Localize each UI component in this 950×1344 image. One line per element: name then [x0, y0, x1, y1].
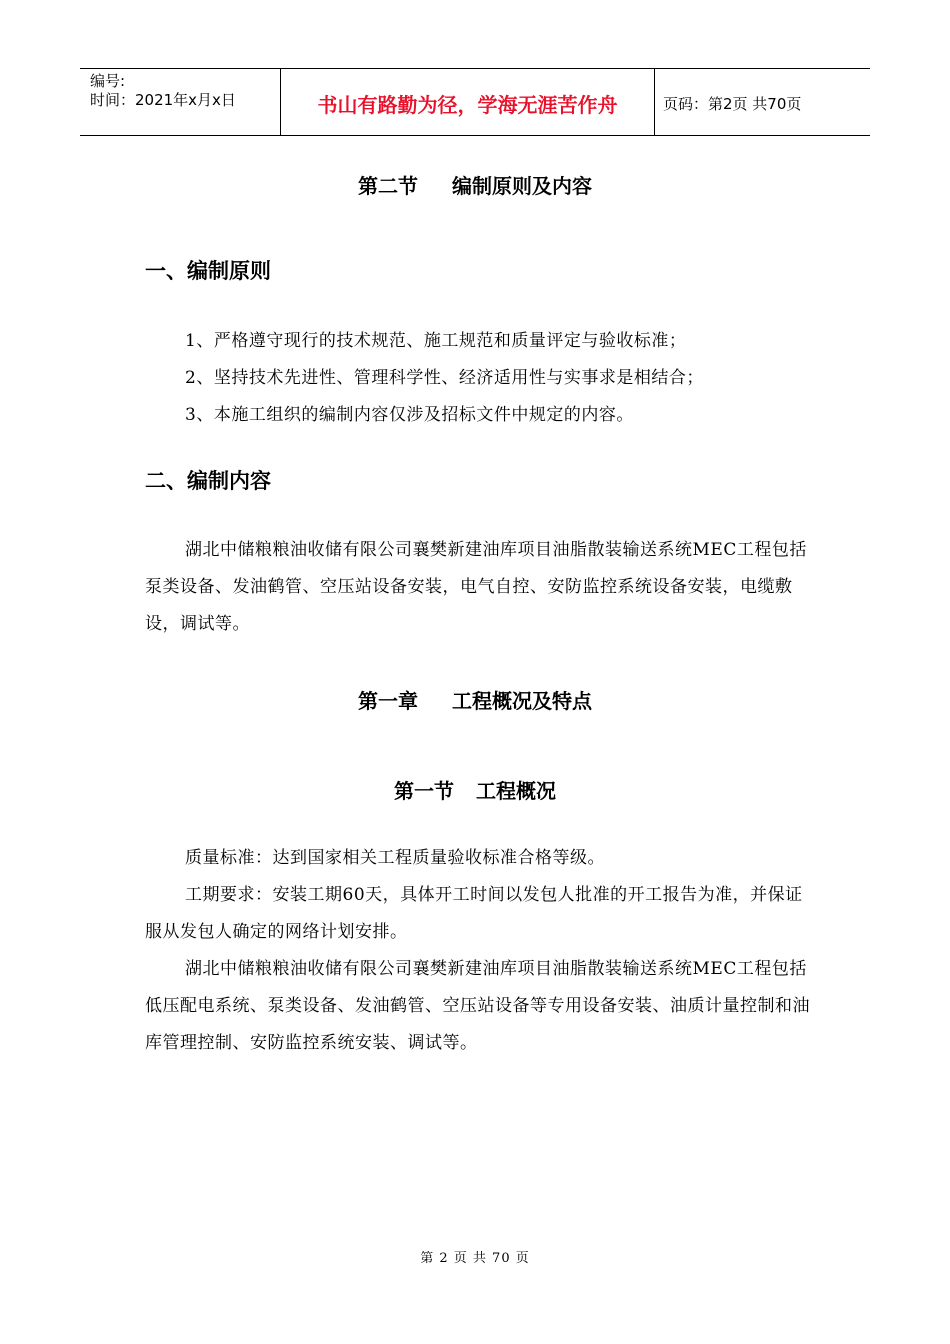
principle-item: 1、严格遵守现行的技术规范、施工规范和质量评定与验收标准；	[185, 331, 687, 351]
chapter-title	[0, 685, 950, 714]
page-header	[80, 68, 870, 136]
contents-heading: 二、编制内容	[145, 469, 271, 493]
subsection-name: 工程概况	[476, 779, 556, 803]
principles-heading: 一、编制原则	[145, 259, 271, 283]
subsection-title	[0, 775, 950, 804]
document-date: 时间：2021年x月x日	[90, 91, 236, 109]
principle-item: 3、本施工组织的编制内容仅涉及招标文件中规定的内容。	[185, 405, 634, 425]
section-title	[0, 170, 950, 199]
principle-item: 2、坚持技术先进性、管理科学性、经济适用性与实事求是相结合；	[185, 368, 704, 388]
section-name: 编制原则及内容	[452, 174, 592, 198]
header-meta	[80, 69, 281, 135]
header-page-info: 页码：第2页 共70页	[663, 94, 802, 113]
document-number: 编号:	[90, 72, 126, 90]
header-motto: 书山有路勤为径，学海无涯苦作舟	[281, 69, 655, 135]
page-footer: 第 2 页 共 70 页	[420, 1251, 530, 1266]
quality-paragraph: 质量标准：达到国家相关工程质量验收标准合格等级。	[185, 848, 605, 868]
chapter-name: 工程概况及特点	[452, 689, 592, 713]
schedule-paragraph: 工期要求：安装工期60天，具体开工时间以发包人批准的开工报告为准，并保证服从发包人确定的网络计划安排。	[145, 885, 803, 942]
subsection-number: 第一节	[394, 779, 454, 803]
scope-paragraph: 湖北中储粮粮油收储有限公司襄樊新建油库项目油脂散装输送系统MEC工程包括低压配电系统、泵类设备、发油鹤管、空压站设备等专用设备安装、油质计量控制和油库管理控制、安防监控系统安装、调试等。	[145, 959, 810, 1053]
section-number: 第二节	[358, 174, 418, 198]
contents-paragraph: 湖北中储粮粮油收储有限公司襄樊新建油库项目油脂散装输送系统MEC工程包括泵类设备、发油鹤管、空压站设备安装，电气自控、安防监控系统设备安装，电缆敷设，调试等。	[145, 540, 807, 634]
chapter-number: 第一章	[358, 689, 418, 713]
